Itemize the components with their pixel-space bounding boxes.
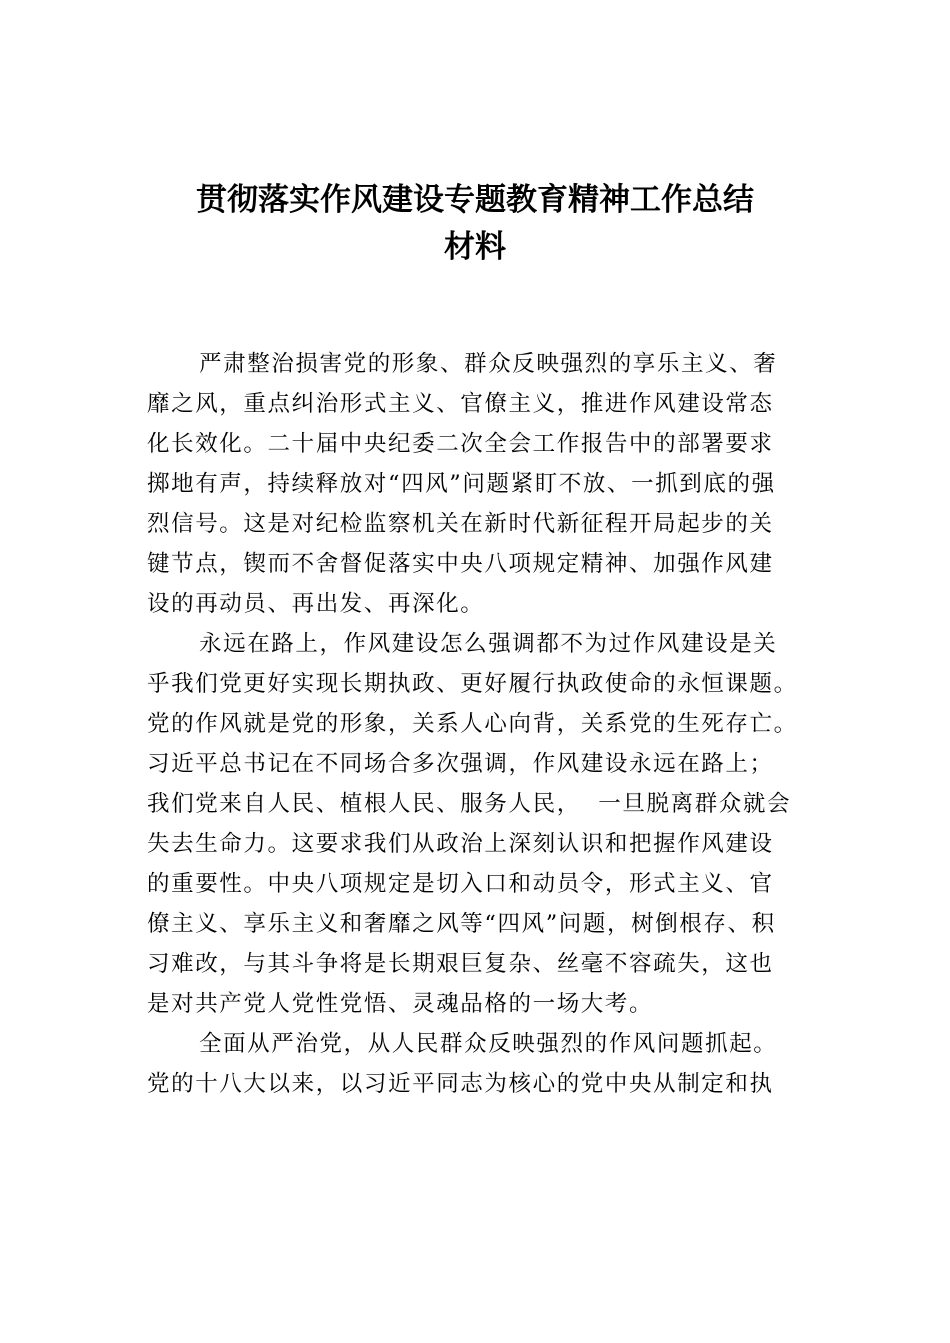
paragraph-1-line-4: 掷地有声，持续释放对“四风”问题紧盯不放、一抓到底的强 bbox=[147, 471, 776, 497]
paragraph-2-line-10: 是对共产党人党性党悟、灵魂品格的一场大考。 bbox=[147, 991, 654, 1017]
paragraph-2-line-8: 僚主义、享乐主义和奢靡之风等“四风”问题，树倒根存、积 bbox=[147, 911, 776, 937]
paragraph-2-line-3: 党的作风就是党的形象，关系人心向背，关系党的生死存亡。 bbox=[147, 711, 798, 737]
paragraph-1-line-6: 键节点，锲而不舍督促落实中央八项规定精神、加强作风建 bbox=[147, 551, 774, 577]
paragraph-1-line-3: 化长效化。二十届中央纪委二次全会工作报告中的部署要求 bbox=[147, 431, 774, 457]
paragraph-2-line-1: 永远在路上，作风建设怎么强调都不为过作风建设是关 bbox=[199, 631, 778, 657]
paragraph-2-line-7: 的重要性。中央八项规定是切入口和动员令，形式主义、官 bbox=[147, 871, 774, 897]
paragraph-2-line-2: 乎我们党更好实现长期执政、更好履行执政使命的永恒课题。 bbox=[147, 671, 798, 697]
document-title-line-2: 材料 bbox=[444, 229, 506, 265]
paragraph-1-line-7: 设的再动员、再出发、再深化。 bbox=[147, 591, 485, 617]
paragraph-3-line-1: 全面从严治党，从人民群众反映强烈的作风问题抓起。 bbox=[199, 1031, 778, 1057]
paragraph-2-line-5: 我们党来自人民、植根人民、服务人民， 一旦脱离群众就会 bbox=[147, 791, 792, 817]
paragraph-1-line-1: 严肃整治损害党的形象、群众反映强烈的享乐主义、奢 bbox=[199, 351, 778, 377]
paragraph-1-line-5: 烈信号。这是对纪检监察机关在新时代新征程开局起步的关 bbox=[147, 511, 774, 537]
paragraph-2-line-6: 失去生命力。这要求我们从政治上深刻认识和把握作风建设 bbox=[147, 831, 774, 857]
paragraph-2-line-4: 习近平总书记在不同场合多次强调，作风建设永远在路上； bbox=[147, 751, 774, 777]
paragraph-1-line-2: 靡之风，重点纠治形式主义、官僚主义，推进作风建设常态 bbox=[147, 391, 774, 417]
paragraph-3-line-2: 党的十八大以来，以习近平同志为核心的党中央从制定和执 bbox=[147, 1071, 774, 1097]
document-title-line-1: 贯彻落实作风建设专题教育精神工作总结 bbox=[196, 182, 754, 218]
paragraph-2-line-9: 习难改，与其斗争将是长期艰巨复杂、丝毫不容疏失，这也 bbox=[147, 951, 774, 977]
